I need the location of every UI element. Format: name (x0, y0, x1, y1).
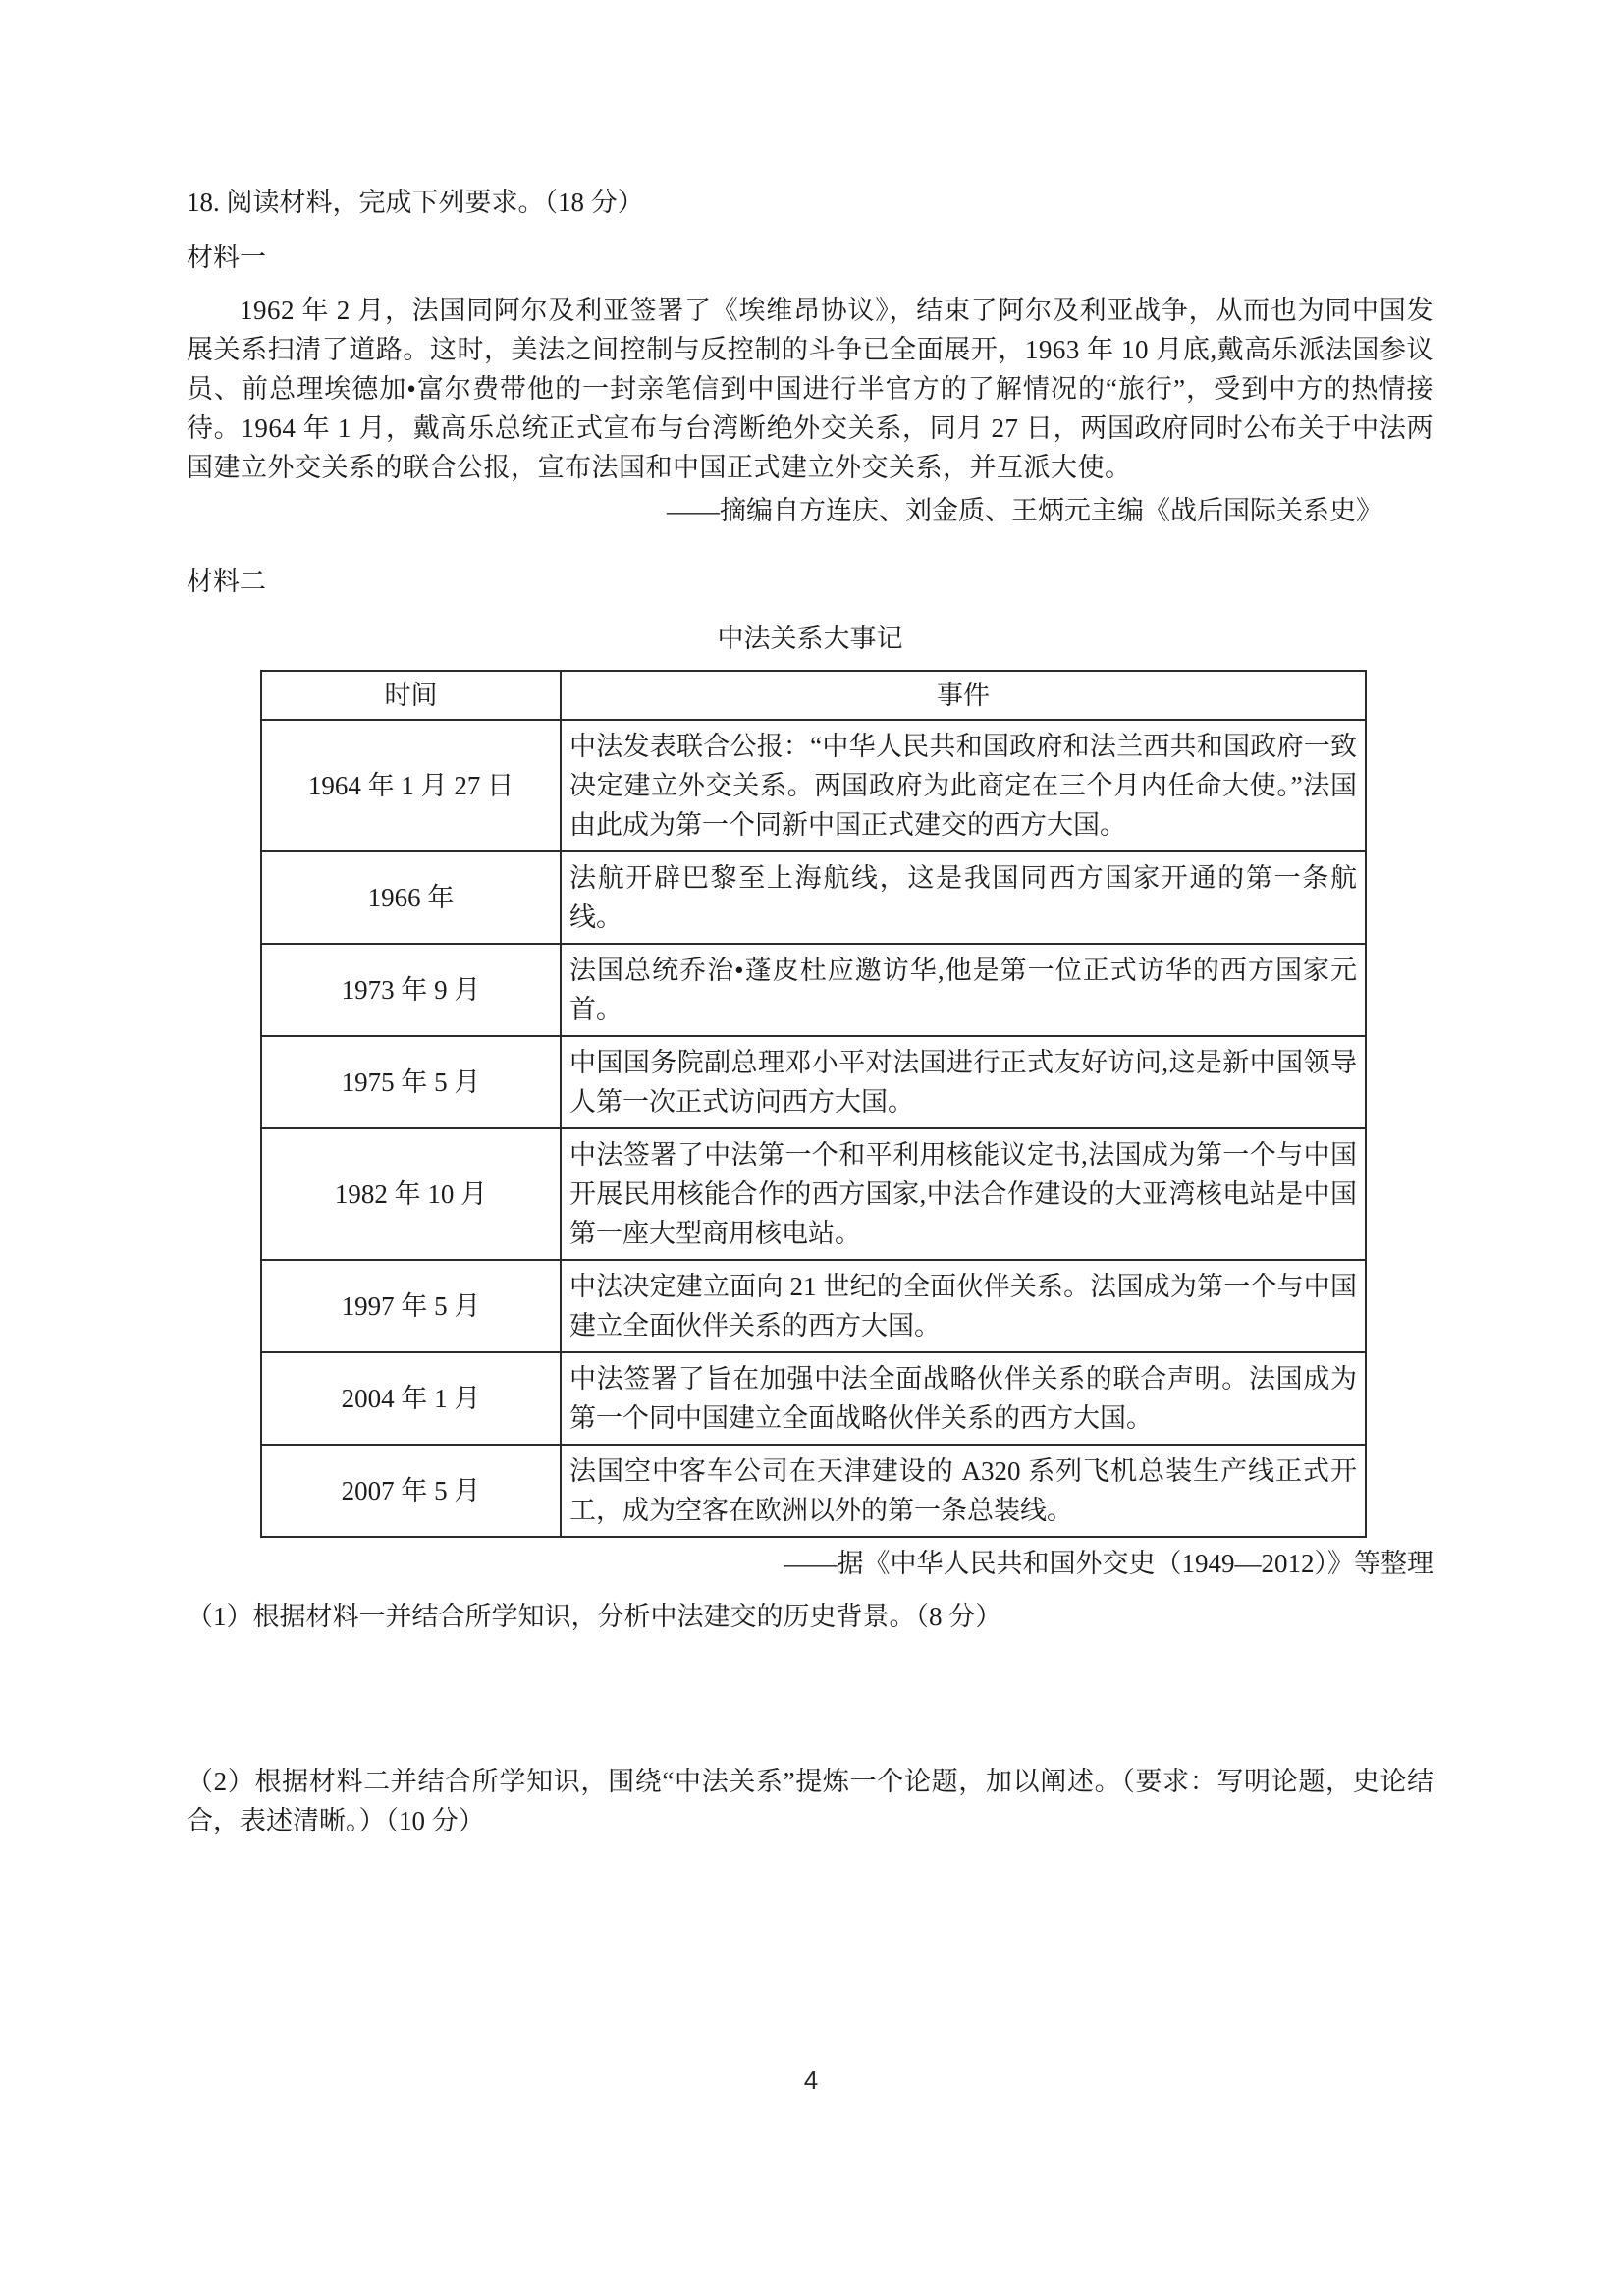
material1-source: ——摘编自方连庆、刘金质、王炳元主编《战后国际关系史》 (667, 496, 1382, 525)
table-row (261, 1036, 1366, 1128)
event-cell: 法国总统乔治•蓬皮杜应邀访华,他是第一位正式访华的西方国家元首。 (561, 944, 1366, 1036)
table-row (261, 1352, 1366, 1445)
page-number: 4 (803, 2065, 819, 2095)
sub-question-2: （2）根据材料二并结合所学知识，围绕“中法关系”提炼一个论题，加以阐述。（要求：写明论题，史论结合，表述清晰。）（10 分） (187, 1767, 1433, 1835)
time-cell: 1973 年 9 月 (261, 944, 561, 1036)
time-cell: 2004 年 1 月 (261, 1352, 561, 1445)
material1-label: 材料一 (187, 243, 266, 272)
table-row (261, 944, 1366, 1036)
time-cell: 1964 年 1 月 27 日 (261, 720, 561, 851)
table-header-event: 事件 (561, 671, 1366, 720)
event-cell: 法国空中客车公司在天津建设的 A320 系列飞机总装生产线正式开工，成为空客在欧洲以外的第一条总装线。 (561, 1445, 1366, 1537)
time-cell: 1997 年 5 月 (261, 1260, 561, 1352)
time-cell: 1966 年 (261, 851, 561, 944)
event-cell: 中国国务院副总理邓小平对法国进行正式友好访问,这是新中国领导人第一次正式访问西方大国。 (561, 1036, 1366, 1128)
material1-paragraph: 1962 年 2 月，法国同阿尔及利亚签署了《埃维昂协议》，结束了阿尔及利亚战争，从而也为同中国发展关系扫清了道路。这时，美法之间控制与反控制的斗争已全面展开，1963 年 10 月底,戴高乐派法国参议员、前总理埃德加•富尔费带他的一封亲笔信到中国进行半官方的了解情况的“旅行”，受到中方的热情接待。1964 年 1 月，戴高乐总统正式宣布与台湾断绝外交关系，同月 27 日，两国政府同时公布关于中法两国建立外交关系的联合公报，宣布法国和中国正式建立外交关系，并互派大使。 (187, 296, 1433, 482)
events-table (260, 670, 1367, 1538)
table-row (261, 1445, 1366, 1537)
table-row (261, 1260, 1366, 1352)
event-cell: 中法签署了旨在加强中法全面战略伙伴关系的联合声明。法国成为第一个同中国建立全面战略伙伴关系的西方大国。 (561, 1352, 1366, 1445)
table-row (261, 851, 1366, 944)
table-header-time: 时间 (261, 671, 561, 720)
table-row (261, 1128, 1366, 1260)
table-header-row (261, 671, 1366, 720)
material2-source: ——据《中华人民共和国外交史（1949—2012）》等整理 (784, 1549, 1433, 1578)
time-cell: 1975 年 5 月 (261, 1036, 561, 1128)
event-cell: 法航开辟巴黎至上海航线，这是我国同西方国家开通的第一条航线。 (561, 851, 1366, 944)
table-row (261, 720, 1366, 851)
time-cell: 2007 年 5 月 (261, 1445, 561, 1537)
event-cell: 中法决定建立面向 21 世纪的全面伙伴关系。法国成为第一个与中国建立全面伙伴关系的西方大国。 (561, 1260, 1366, 1352)
time-cell: 1982 年 10 月 (261, 1128, 561, 1260)
question-header: 18. 阅读材料，完成下列要求。（18 分） (187, 188, 644, 217)
event-cell: 中法签署了中法第一个和平利用核能议定书,法国成为第一个与中国开展民用核能合作的西方国家,中法合作建设的大亚湾核电站是中国第一座大型商用核电站。 (561, 1128, 1366, 1260)
material2-label: 材料二 (187, 567, 266, 596)
event-cell: 中法发表联合公报：“中华人民共和国政府和法兰西共和国政府一致决定建立外交关系。两国政府为此商定在三个月内任命大使。”法国由此成为第一个同新中国正式建交的西方大国。 (561, 720, 1366, 851)
events-table-title: 中法关系大事记 (717, 624, 903, 653)
sub-question-1: （1）根据材料一并结合所学知识，分析中法建交的历史背景。（8 分） (187, 1602, 1002, 1631)
